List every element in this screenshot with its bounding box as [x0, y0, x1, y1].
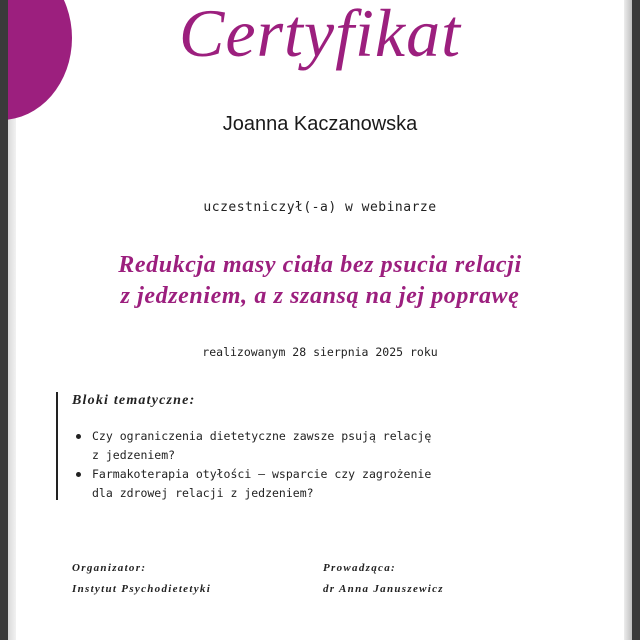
host-label: Prowadząca:	[323, 562, 396, 574]
webinar-title	[8, 250, 632, 312]
topics-section	[56, 392, 516, 500]
webinar-date: realizowanym 28 sierpnia 2025 roku	[202, 345, 438, 359]
organizer-block	[72, 558, 211, 600]
webinar-title-line: z jedzeniem, a z szansą na jej poprawę	[120, 283, 520, 309]
topic-line: Czy ograniczenia dietetyczne zawsze psują relację	[92, 429, 432, 443]
organizer-label: Organizator:	[72, 562, 147, 574]
participation-text: uczestniczył(-a) w webinarze	[203, 200, 437, 215]
recipient-name: Joanna Kaczanowska	[222, 113, 418, 135]
topics-list	[72, 427, 516, 503]
host-name: dr Anna Januszewicz	[323, 583, 444, 595]
webinar-title-line: Redukcja masy ciała bez psucia relacji	[118, 252, 522, 278]
page-right-edge	[624, 0, 632, 640]
organizer-name: Instytut Psychodietetyki	[72, 583, 212, 595]
topics-heading: Bloki tematyczne:	[72, 393, 196, 408]
topic-item	[72, 465, 516, 503]
topic-line: Farmakoterapia otyłości – wsparcie czy zagrożenie	[92, 467, 432, 481]
certificate-page	[8, 0, 632, 640]
topic-item	[72, 427, 516, 465]
topic-line: dla zdrowej relacji z jedzeniem?	[92, 486, 314, 500]
bullet-icon	[76, 472, 81, 477]
certificate-title: Certyfikat	[179, 0, 461, 71]
host-block	[323, 558, 444, 600]
topic-line: z jedzeniem?	[92, 448, 176, 462]
bullet-icon	[76, 434, 81, 439]
